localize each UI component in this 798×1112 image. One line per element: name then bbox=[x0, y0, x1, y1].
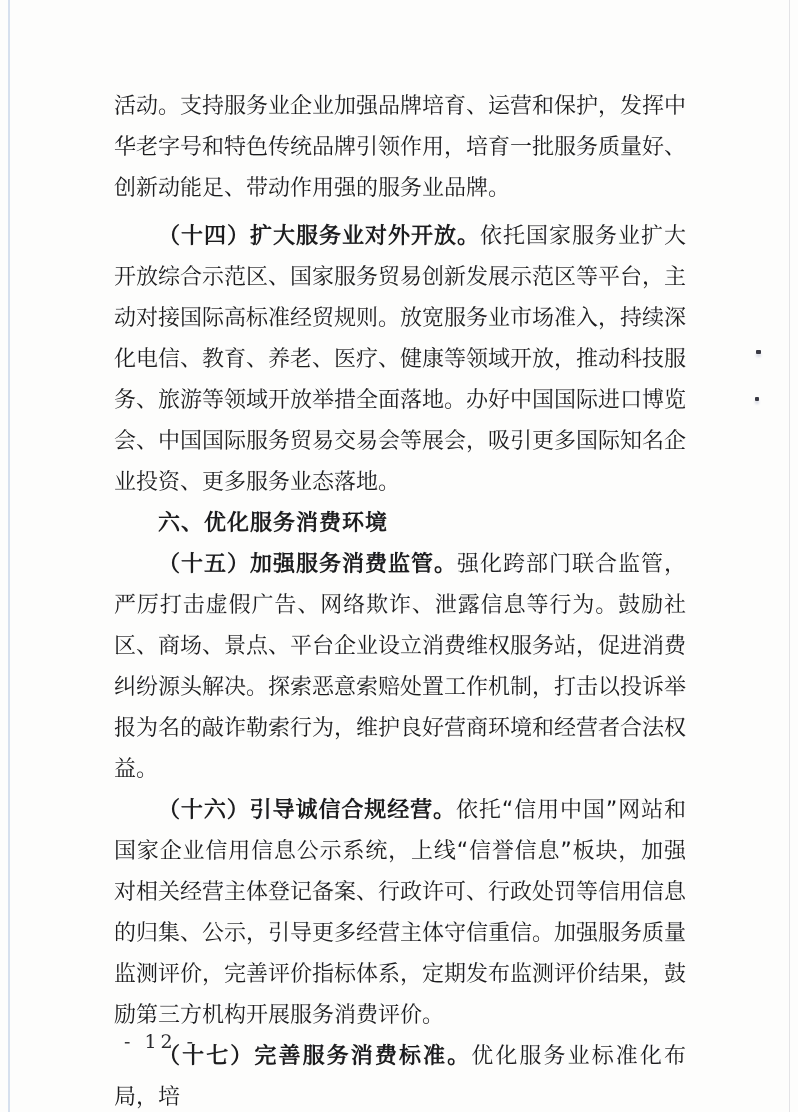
scan-artifact-right-edge-line bbox=[789, 0, 790, 1112]
paragraph-text: 活动。支持服务业企业加强品牌培育、运营和保护，发挥中华老字号和特色传统品牌引领作用，培育一批服务质量好、创新动能足、带动作用强的服务业品牌。 bbox=[114, 94, 687, 201]
paragraph-text-14: 依托国家服务业扩大开放综合示范区、国家服务贸易创新发展示范区等平台，主动对接国际高标准经贸规则。放宽服务业市场准入，持续深化电信、教育、养老、医疗、健康等领域开放，推动科技服务、旅游等领域开放举措全面落地。办好中国国际进口博览会、中国国际服务贸易交易会等展会，吸引更多国际知名企业投资、更多服务业态落地。 bbox=[114, 224, 687, 495]
paragraph-item-15 bbox=[114, 544, 686, 790]
paragraph-lead-17: （十七）完善服务消费标准。 bbox=[158, 1044, 472, 1069]
paragraph-item-16 bbox=[114, 790, 686, 1036]
paragraph-text-17: 优化服务业标准化布局，培 bbox=[114, 1044, 686, 1110]
page-number: - 12 - bbox=[124, 1031, 198, 1053]
scan-artifact-speck-1 bbox=[756, 350, 761, 354]
document-text-block bbox=[114, 86, 686, 1112]
paragraph-text-15: 强化跨部门联合监管，严厉打击虚假广告、网络欺诈、泄露信息等行为。鼓励社区、商场、景点、平台企业设立消费维权服务站，促进消费纠纷源头解决。探索恶意索赔处置工作机制，打击以投诉举报为名的敲诈勒索行为，维护良好营商环境和经营者合法权益。 bbox=[114, 552, 687, 782]
scan-artifact-speck-2 bbox=[755, 397, 759, 401]
paragraph-text-16: 依托“信用中国”网站和国家企业信用信息公示系统，上线“信誉信息”板块，加强对相关经营主体登记备案、行政许可、行政处罚等信用信息的归集、公示，引导更多经营主体守信重信。加强服务质量监测评价，完善评价指标体系，定期发布监测评价结果，鼓励第三方机构开展服务消费评价。 bbox=[114, 798, 687, 1028]
paragraph-item-17 bbox=[114, 1036, 686, 1112]
paragraph-lead-14: （十四）扩大服务业对外开放。 bbox=[158, 224, 480, 249]
paragraph-item-14 bbox=[114, 216, 686, 503]
scan-artifact-left-edge-line bbox=[8, 0, 10, 1112]
paragraph-lead-16: （十六）引导诚信合规经营。 bbox=[158, 798, 456, 823]
paragraph-lead-15: （十五）加强服务消费监管。 bbox=[158, 552, 457, 577]
section-heading-text: 六、优化服务消费环境 bbox=[158, 511, 389, 536]
paragraph-brand-continuation bbox=[114, 86, 686, 209]
section-heading-6 bbox=[114, 503, 686, 544]
